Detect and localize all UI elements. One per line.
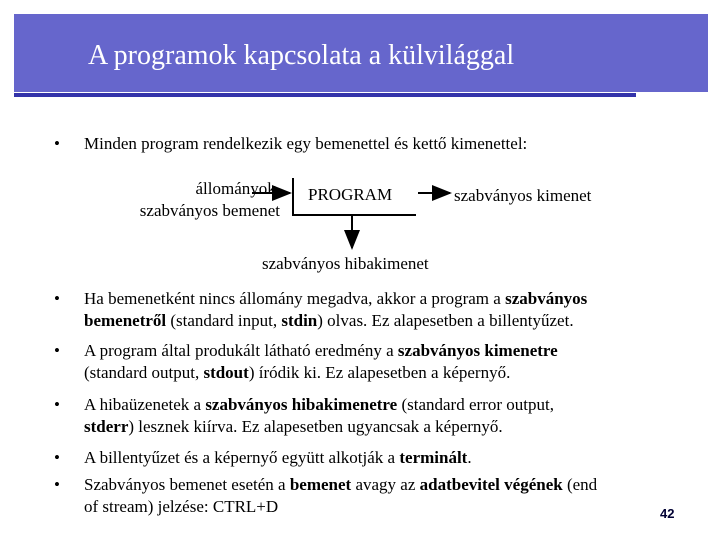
diagram-error: szabványos hibakimenet bbox=[262, 254, 429, 273]
bullet-bold: szabványos hibakimenetre bbox=[205, 395, 398, 414]
bullet-bold: stderr bbox=[84, 417, 129, 436]
bullet-text: (standard output, bbox=[84, 363, 204, 382]
diagram-output: szabványos kimenet bbox=[454, 186, 592, 205]
bullet-text: A program által produkált látható eredmény a bbox=[84, 341, 398, 360]
bullet-text: . bbox=[467, 448, 472, 467]
bullet-text: avagy az bbox=[351, 475, 420, 494]
bullet-text: A billentyűzet és a képernyő együtt alkotják a bbox=[84, 448, 400, 467]
program-label: PROGRAM bbox=[308, 185, 393, 204]
bullet-stdin bbox=[54, 288, 588, 332]
bullet-text: of stream) jelzése: CTRL+D bbox=[84, 497, 279, 516]
bullet-bold: stdout bbox=[203, 363, 249, 382]
bullet-stdout bbox=[54, 340, 558, 384]
bullet-bold: stdin bbox=[281, 311, 318, 330]
bullet-bold: szabványos kimenetre bbox=[397, 341, 558, 360]
bullet-mark: • bbox=[54, 134, 60, 153]
bullet-text: Ha bemenetként nincs állomány megadva, akkor a program a bbox=[84, 289, 506, 308]
diagram-input-line1: állományok, bbox=[195, 179, 280, 198]
bullet-mark: • bbox=[54, 395, 60, 414]
bullet-text: (end bbox=[562, 475, 598, 494]
bullet-text: ) íródik ki. Ez alapesetben a képernyő. bbox=[248, 363, 511, 382]
bullet-mark: • bbox=[54, 448, 60, 467]
bullet-text: (standard input, bbox=[166, 311, 282, 330]
bullet-terminal bbox=[54, 447, 472, 469]
bullet-bold: bemenetről bbox=[84, 311, 167, 330]
bullet-text: Szabványos bemenet esetén a bbox=[84, 475, 290, 494]
page-number: 42 bbox=[660, 506, 675, 521]
bullet-mark: • bbox=[54, 289, 60, 308]
bullet-bold: adatbevitel végének bbox=[419, 475, 563, 494]
intro-text: Minden program rendelkezik egy bemenettel és kettő kimenettel: bbox=[84, 134, 528, 153]
bullet-bold: terminált bbox=[399, 448, 468, 467]
bullet-stderr bbox=[54, 394, 554, 438]
bullet-text: A hibaüzenetek a bbox=[84, 395, 206, 414]
bullet-eof bbox=[54, 474, 598, 518]
bullet-mark: • bbox=[54, 341, 60, 360]
slide-title: A programok kapcsolata a külvilággal bbox=[88, 40, 515, 71]
bullet-text: ) lesznek kiírva. Ez alapesetben ugyancsak a képernyő. bbox=[128, 417, 503, 436]
bullet-text: (standard error output, bbox=[397, 395, 554, 414]
bullet-text: ) olvas. Ez alapesetben a billentyűzet. bbox=[317, 311, 574, 330]
bullet-mark: • bbox=[54, 475, 60, 494]
bullet-bold: szabványos bbox=[505, 289, 588, 308]
diagram-input-line2: szabványos bemenet bbox=[139, 201, 280, 220]
bullet-bold: bemenet bbox=[289, 475, 352, 494]
